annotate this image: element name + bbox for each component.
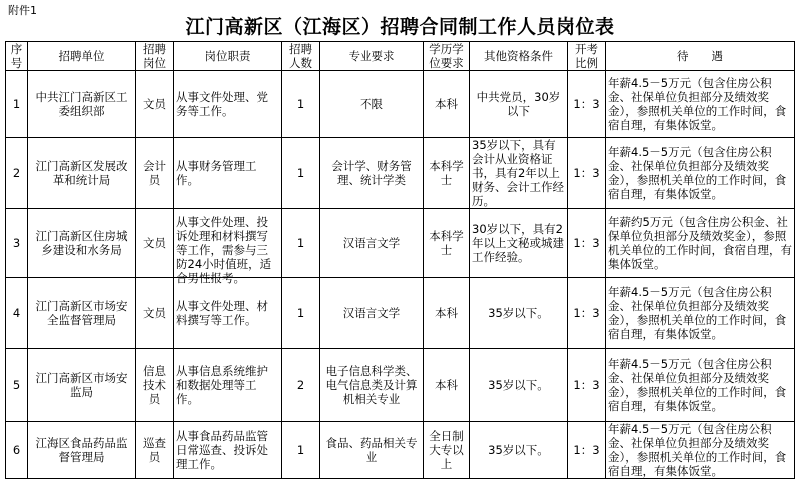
header-pay: 待 遇 (606, 42, 795, 71)
cell-pay: 年薪4.5－5万元（包含住房公积金、社保单位负担部分及绩效奖金），参照机关单位的工作时间，食宿自理，有集体饭堂。 (606, 349, 795, 422)
header-major: 专业要求 (320, 42, 424, 71)
table-header-row (6, 42, 795, 71)
cell-seq: 5 (6, 349, 28, 422)
table-row (6, 422, 795, 479)
cell-edu: 本科 (424, 278, 470, 349)
cell-post: 会计员 (136, 138, 174, 209)
cell-duty: 从事信息系统维护和数据处理等工作。 (174, 349, 282, 422)
cell-unit: 中共江门高新区工委组织部 (28, 71, 136, 138)
cell-ratio: 1：3 (568, 138, 606, 209)
cell-duty-text: 从事文件处理、投诉处理和材料撰写等工作，需参与三防24小时值班，适合男性报考。 (176, 215, 272, 285)
cell-seq: 6 (6, 422, 28, 479)
cell-edu: 本科学士 (424, 138, 470, 209)
cell-major: 电子信息科学类、电气信息类及计算机相关专业 (320, 349, 424, 422)
cell-ratio: 1：3 (568, 209, 606, 278)
cell-duty (174, 209, 282, 285)
header-seq: 序号 (6, 42, 28, 71)
cell-other: 35岁以下。 (470, 349, 568, 422)
cell-seq: 2 (6, 138, 28, 209)
cell-unit: 江门高新区市场安监局 (28, 349, 136, 422)
cell-count: 1 (282, 422, 320, 479)
cell-major: 不限 (320, 71, 424, 138)
cell-other: 35岁以下，具有会计从业资格证书，具有2年以上财务、会计工作经历。 (470, 138, 568, 209)
cell-count: 1 (282, 138, 320, 209)
cell-major: 汉语言文学 (320, 209, 424, 278)
header-count: 招聘人数 (282, 42, 320, 71)
header-other: 其他资格条件 (470, 42, 568, 71)
cell-pay: 年薪4.5－5万元（包含住房公积金、社保单位负担部分及绩效奖金），参照机关单位的工作时间，食宿自理，有集体饭堂。 (606, 138, 795, 209)
cell-unit: 江门高新区市场安全监督管理局 (28, 278, 136, 349)
cell-ratio: 1：3 (568, 71, 606, 138)
cell-pay: 年薪4.5－5万元（包含住房公积金、社保单位负担部分及绩效奖金），参照机关单位的工作时间，食宿自理，有集体饭堂。 (606, 278, 795, 349)
cell-duty: 从事食品药品监管日常巡查、投诉处理工作。 (174, 422, 282, 479)
cell-edu: 全日制大专以上 (424, 422, 470, 479)
cell-major: 食品、药品相关专业 (320, 422, 424, 479)
cell-unit: 江海区食品药品监督管理局 (28, 422, 136, 479)
cell-count: 2 (282, 349, 320, 422)
table-row (6, 278, 795, 349)
cell-count: 1 (282, 278, 320, 349)
cell-seq: 4 (6, 278, 28, 349)
cell-unit: 江门高新区住房城乡建设和水务局 (28, 209, 136, 278)
cell-other: 35岁以下。 (470, 422, 568, 479)
table-row (6, 349, 795, 422)
table-row (6, 209, 795, 278)
header-edu: 学历学位要求 (424, 42, 470, 71)
cell-post: 文员 (136, 278, 174, 349)
table-row (6, 138, 795, 209)
cell-post: 文员 (136, 71, 174, 138)
cell-duty: 从事财务管理工作。 (174, 138, 282, 209)
header-duty: 岗位职责 (174, 42, 282, 71)
attachment-label: 附件1 (8, 4, 37, 17)
cell-major: 汉语言文学 (320, 278, 424, 349)
header-unit: 招聘单位 (28, 42, 136, 71)
cell-count: 1 (282, 209, 320, 278)
cell-duty: 从事文件处理、材料撰写等工作。 (174, 278, 282, 349)
cell-seq: 3 (6, 209, 28, 278)
cell-other: 中共党员，30岁以下 (470, 71, 568, 138)
cell-edu: 本科 (424, 349, 470, 422)
cell-other: 35岁以下。 (470, 278, 568, 349)
cell-pay: 年薪约5万元（包含住房公积金、社保单位负担部分及绩效奖金），参照机关单位的工作时间，食宿自理，有集体饭堂。 (606, 209, 795, 278)
cell-post: 巡查员 (136, 422, 174, 479)
cell-major: 会计学、财务管理、统计学类 (320, 138, 424, 209)
cell-ratio: 1：3 (568, 422, 606, 479)
page-title: 江门高新区（江海区）招聘合同制工作人员岗位表 (185, 16, 615, 38)
cell-pay: 年薪4.5－5万元（包含住房公积金、社保单位负担部分及绩效奖金），参照机关单位的工作时间，食宿自理，有集体饭堂。 (606, 422, 795, 479)
cell-edu: 本科学士 (424, 209, 470, 278)
table-row (6, 71, 795, 138)
header-post: 招聘岗位 (136, 42, 174, 71)
cell-unit: 江门高新区发展改革和统计局 (28, 138, 136, 209)
cell-pay: 年薪4.5－5万元（包含住房公积金、社保单位负担部分及绩效奖金），参照机关单位的工作时间，食宿自理，有集体饭堂。 (606, 71, 795, 138)
cell-post: 信息技术员 (136, 349, 174, 422)
cell-duty: 从事文件处理、党务等工作。 (174, 71, 282, 138)
cell-other: 30岁以下，具有2年以上文秘或城建工作经验。 (470, 209, 568, 278)
cell-post: 文员 (136, 209, 174, 278)
header-ratio: 开考比例 (568, 42, 606, 71)
cell-seq: 1 (6, 71, 28, 138)
cell-ratio: 1：3 (568, 349, 606, 422)
cell-ratio: 1：3 (568, 278, 606, 349)
cell-edu: 本科 (424, 71, 470, 138)
cell-count: 1 (282, 71, 320, 138)
job-table (5, 41, 795, 479)
